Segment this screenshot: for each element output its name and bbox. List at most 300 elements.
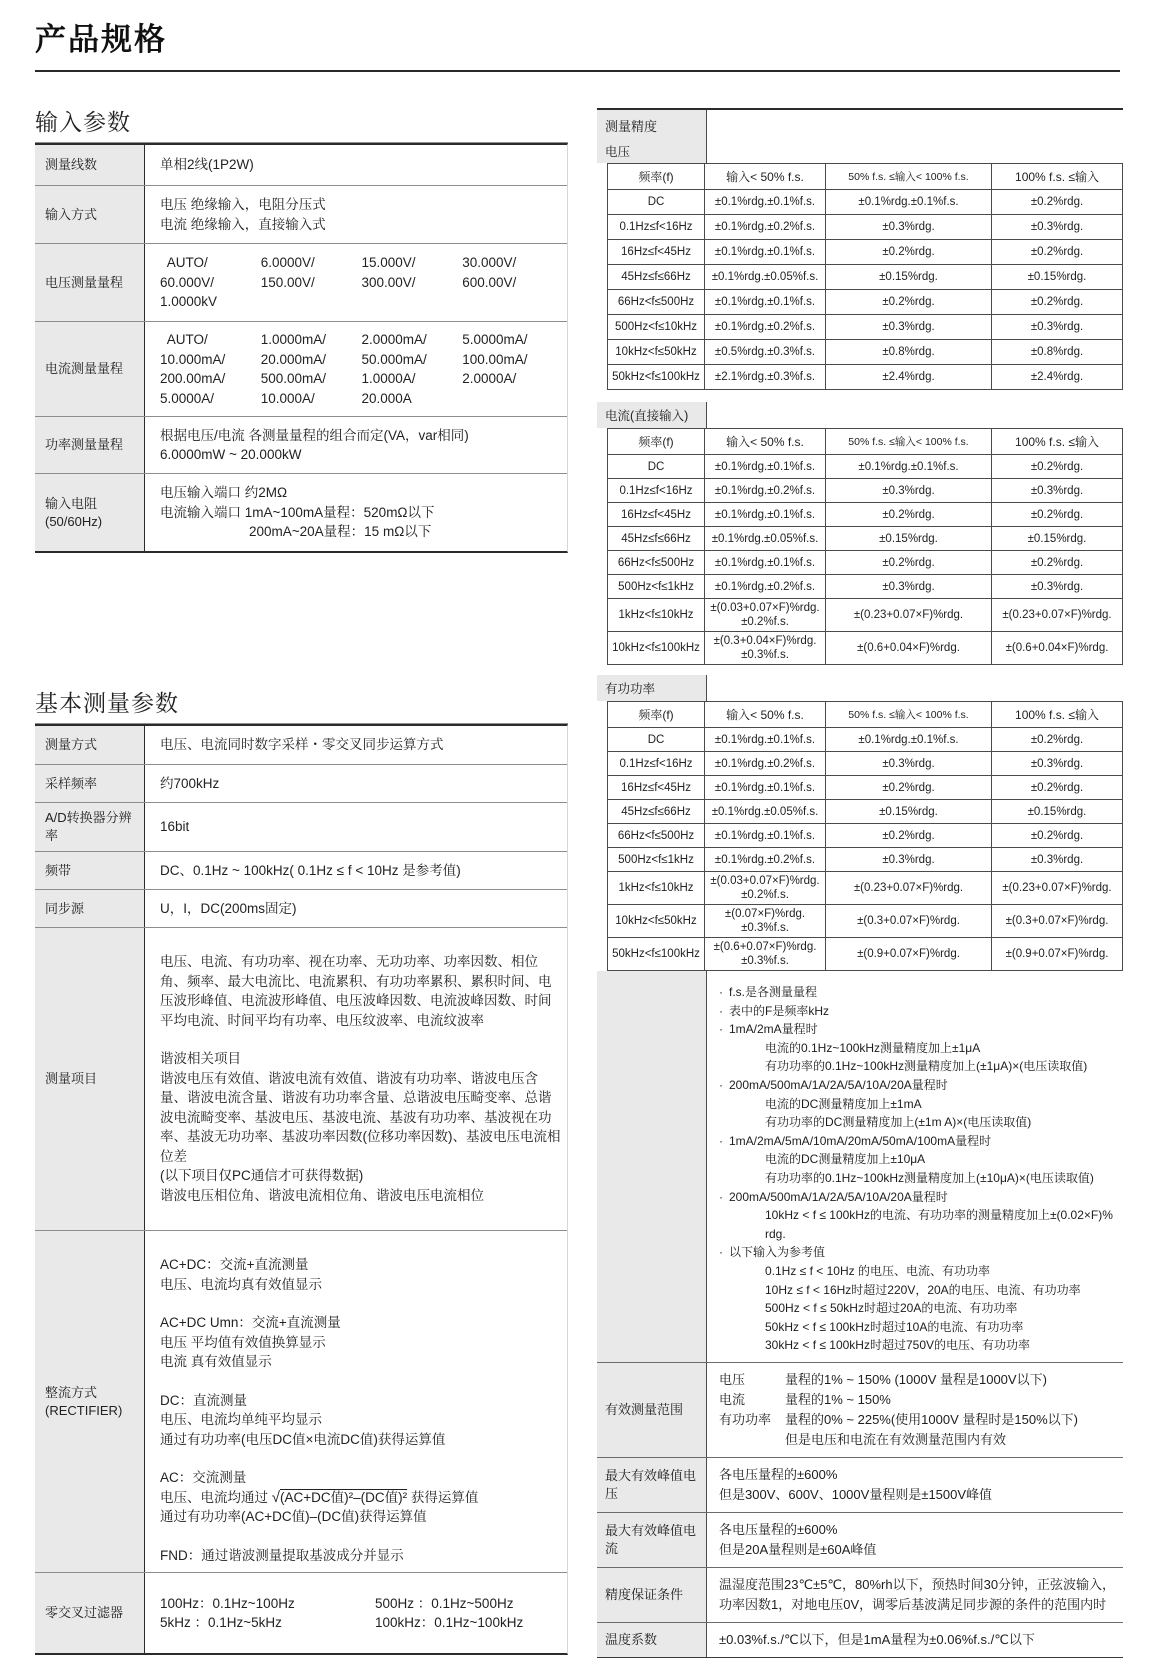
spec-row [35, 726, 567, 764]
bottom-spec-content [707, 1623, 1123, 1657]
spec-row [35, 927, 567, 1230]
accuracy-cell [825, 527, 991, 550]
range-value: 6.0000V/ [260, 255, 315, 271]
accuracy-cell-line: ±0.15%rdg. [879, 805, 938, 818]
accuracy-cell [704, 265, 825, 289]
accuracy-row [608, 751, 1122, 775]
accuracy-cell [608, 365, 704, 389]
note-line [719, 1095, 1119, 1114]
accuracy-row [608, 339, 1122, 364]
key: 电压 [719, 1371, 746, 1387]
bottom-spec-content [707, 1513, 1123, 1567]
text-line: 各电压量程的±600% [719, 1466, 838, 1482]
accuracy-cell [704, 527, 825, 550]
accuracy-row [608, 502, 1122, 526]
spec-row [35, 851, 567, 889]
accuracy-cell-line: ±0.3%rdg. [882, 580, 935, 593]
accuracy-cell-line: ±0.2%f.s. [741, 616, 789, 628]
spec-row-label-line: 输入电阻 [45, 495, 98, 511]
accuracy-cell-line: 45Hz≤f≤66Hz [621, 532, 691, 545]
spec-row-label-line: (50/60Hz) [45, 513, 103, 529]
accuracy-cell-line: 频率(f) [638, 434, 674, 449]
accuracy-cell [825, 800, 991, 823]
accuracy-header-row [608, 164, 1122, 189]
accuracy-row [608, 289, 1122, 314]
note-line [719, 1076, 1119, 1095]
spec-row-label-line: 整流方式 [45, 1384, 98, 1400]
note-text: 50kHz < f ≤ 100kHz时超过10A的电流、有功功率 [765, 1319, 1024, 1334]
text-line: AC：交流测量 [160, 1470, 247, 1485]
accuracy-cell-line: ±(0.9+0.07×F)%rdg. [1005, 948, 1109, 960]
range-value: 500.00mA/ [260, 371, 327, 386]
note-line [719, 1057, 1119, 1076]
accuracy-cell-line: ±0.15%rdg. [1027, 532, 1087, 545]
spec-row-label-line: 测量线数 [45, 157, 98, 172]
accuracy-cell [704, 503, 825, 526]
accuracy-row [608, 264, 1122, 289]
accuracy-cell [825, 575, 991, 598]
text-line: DC：直流测量 [160, 1392, 247, 1408]
accuracy-cell-line: ±0.3%rdg. [1030, 580, 1084, 593]
accuracy-cell [825, 315, 991, 339]
accuracy-cell [991, 599, 1122, 631]
accuracy-cell-line: ±0.2%rdg. [1030, 508, 1084, 521]
accuracy-row [608, 214, 1122, 239]
accuracy-cell [608, 728, 704, 751]
accuracy-cell [704, 905, 825, 937]
accuracy-cell-line: ±0.1%rdg.±0.2%f.s. [714, 221, 816, 233]
note-text: 表中的F是频率kHz [729, 1003, 829, 1018]
accuracy-cell [704, 315, 825, 339]
accuracy-cell [825, 905, 991, 937]
accuracy-cell-line: ±(0.6+0.04×F)%rdg. [857, 642, 960, 654]
range-value: 30.000V/ [462, 255, 517, 271]
spec-row [35, 1230, 567, 1572]
accuracy-cell-line: 50% f.s. ≤输入< 100% f.s. [848, 708, 969, 721]
accuracy-cell-line: ±0.2%rdg. [882, 556, 935, 569]
accuracy-cell-line: 16Hz≤f<45Hz [621, 246, 691, 258]
accuracy-cell-line: 45Hz≤f≤66Hz [621, 805, 691, 818]
text-line: U，I，DC(200ms固定) [160, 900, 297, 916]
range-value: 5.0000A/ [160, 390, 215, 406]
accuracy-cell-line: ±0.3%rdg. [1030, 321, 1084, 333]
accuracy-cell-line: ±0.15%rdg. [879, 271, 938, 283]
accuracy-header-cell [991, 164, 1122, 189]
note-text: f.s.是各测量量程 [729, 985, 818, 999]
spec-row-label [35, 474, 145, 551]
note-line [719, 1318, 1119, 1337]
spec-row [35, 764, 567, 802]
value: 量程的1% ~ 150% [785, 1391, 891, 1407]
bottom-spec-label: 温度系数 [597, 1623, 707, 1657]
accuracy-cell-line: 100% f.s. ≤输入 [1015, 434, 1099, 449]
power-accuracy-table [607, 701, 1123, 971]
range-value: 5.0000mA/ [462, 332, 528, 347]
accuracy-cell [825, 776, 991, 799]
range-value: 150.00V/ [260, 274, 315, 290]
accuracy-cell [704, 800, 825, 823]
accuracy-cell-line: ±0.3%rdg. [1030, 853, 1084, 866]
accuracy-row [608, 823, 1122, 847]
accuracy-cell [704, 190, 825, 214]
text-line: 电压 平均值有效值换算显示 [160, 1334, 326, 1350]
spec-row-content [145, 186, 567, 243]
text-line: 电流 真有效值显示 [160, 1354, 272, 1369]
accuracy-row [608, 189, 1122, 214]
range-value: 600.00V/ [462, 274, 517, 290]
text-line [160, 1030, 561, 1049]
filter-value: 100kHz：0.1Hz~100kHz [375, 1615, 524, 1630]
note-line [719, 1039, 1119, 1058]
accuracy-header-row [608, 429, 1122, 454]
accuracy-cell-line: ±(0.23+0.07×F)%rdg. [853, 609, 964, 621]
accuracy-table-label-power: 有功功率 [597, 675, 707, 701]
accuracy-cell [608, 599, 704, 631]
accuracy-cell [608, 938, 704, 970]
spec-row [35, 321, 567, 416]
accuracy-cell-line: ±0.2%rdg. [1030, 296, 1084, 308]
spec-row-label [35, 417, 145, 473]
range-value: 60.000V/ [160, 274, 215, 290]
accuracy-row [608, 454, 1122, 478]
text-line: ±0.03%f.s./℃以下，但是1mA量程为±0.06%f.s./℃以下 [719, 1631, 1035, 1647]
accuracy-cell-line: ±(0.23+0.07×F)%rdg. [1002, 609, 1112, 621]
accuracy-cell-line: ±0.2%rdg. [1030, 460, 1084, 473]
accuracy-cell-line: 10kHz<f≤50kHz [615, 346, 697, 358]
text-line: 温湿度范围23℃±5℃，80%rh以下，预热时间30分钟，正弦波输入，功率因数1，对地电压0V，调零后基波满足同步源的条件的范围内时 [719, 1576, 1116, 1612]
spec-row-content [145, 1573, 567, 1653]
accuracy-row [608, 239, 1122, 264]
accuracy-cell [991, 632, 1122, 664]
accuracy-cell [991, 905, 1122, 937]
text-line: 电压、电流均真有效值显示 [160, 1276, 322, 1292]
spec-row-label-line: 频带 [45, 862, 72, 878]
spec-row-content [145, 244, 567, 321]
text-line: FND：通过谐波测量提取基波成分并显示 [160, 1547, 404, 1563]
text-line: 200mA~20A量程：15 mΩ以下 [249, 524, 432, 540]
accuracy-row [608, 526, 1122, 550]
accuracy-notes-row [597, 971, 1123, 1362]
spec-row [35, 889, 567, 927]
bottom-spec-row [597, 1512, 1123, 1567]
accuracy-cell [825, 599, 991, 631]
bullet-icon: · [719, 1003, 723, 1018]
accuracy-cell-line: ±(0.3+0.07×F)%rdg. [857, 915, 960, 927]
spec-row [35, 145, 567, 185]
bottom-spec-label: 最大有效峰值电压 [597, 1458, 707, 1512]
accuracy-cell-line: 0.1Hz≤f<16Hz [619, 221, 693, 233]
range-value: AUTO/ [160, 332, 208, 347]
accuracy-cell [608, 190, 704, 214]
filter-grid [160, 1594, 561, 1633]
accuracy-cell-line: 16Hz≤f<45Hz [621, 781, 691, 794]
range-value: 20.000A [361, 390, 412, 406]
accuracy-cell [608, 824, 704, 847]
accuracy-cell [991, 240, 1122, 264]
text-line: 各电压量程的±600% [719, 1521, 838, 1537]
accuracy-cell [825, 848, 991, 871]
accuracy-cell [608, 800, 704, 823]
input-params-heading: 输入参数 [35, 104, 568, 143]
range-value: 1.0000A/ [361, 371, 416, 386]
note-line [719, 1113, 1119, 1132]
range-value: 15.000V/ [361, 255, 416, 271]
value: 量程的1% ~ 150% (1000V 量程是1000V以下) [785, 1371, 1047, 1387]
accuracy-cell-line: ±(0.03+0.07×F)%rdg. [710, 875, 820, 887]
accuracy-cell-line: ±(0.07×F)%rdg. [724, 908, 806, 920]
accuracy-header-cell [704, 164, 825, 189]
accuracy-row [608, 314, 1122, 339]
spec-row-content [145, 928, 567, 1230]
bottom-spec-label: 精度保证条件 [597, 1568, 707, 1622]
basic-params-heading: 基本测量参数 [35, 685, 568, 724]
accuracy-cell-line: 16Hz≤f<45Hz [621, 508, 691, 521]
accuracy-cell-line: ±0.3%rdg. [882, 853, 935, 866]
bullet-icon: · [719, 1022, 723, 1037]
accuracy-conditions-table [597, 971, 1123, 1658]
sqrt-symbol: √ [271, 1488, 280, 1506]
accuracy-cell-line: ±0.15%rdg. [1027, 271, 1087, 283]
accuracy-cell-line: ±0.1%rdg.±0.05%f.s. [711, 532, 819, 545]
spacer [597, 390, 1123, 402]
note-text: 200mA/500mA/1A/2A/5A/10A/20A量程时 [729, 1077, 948, 1092]
note-text: 0.1Hz ≤ f < 10Hz 的电压、电流、有功功率 [765, 1263, 990, 1278]
accuracy-cell-line: ±(0.6+0.04×F)%rdg. [1005, 642, 1109, 654]
note-text: 电流的DC测量精度加上±1mA [765, 1096, 922, 1111]
bottom-spec-content [707, 1568, 1123, 1622]
accuracy-cell [608, 905, 704, 937]
spec-row-label [35, 322, 145, 416]
accuracy-header-cell [608, 702, 704, 727]
spec-row-label-line: 同步源 [45, 900, 85, 916]
spec-row-label [35, 852, 145, 889]
accuracy-cell-line: ±0.1%rdg.±0.1%f.s. [714, 556, 816, 569]
accuracy-cell [825, 240, 991, 264]
accuracy-header-cell [704, 429, 825, 454]
accuracy-header-cell [825, 702, 991, 727]
filter-value: 100Hz：0.1Hz~100Hz [160, 1595, 295, 1611]
accuracy-cell [991, 872, 1122, 904]
accuracy-cell-line: ±0.2%f.s. [741, 889, 789, 901]
note-line [719, 1336, 1119, 1355]
spec-row-content [145, 1231, 567, 1572]
accuracy-cell [991, 365, 1122, 389]
note-text: 电流的DC测量精度加上±10μA [765, 1152, 926, 1167]
range-value: 100.00mA/ [462, 351, 528, 367]
accuracy-cell-line: ±0.1%rdg.±0.2%f.s. [714, 757, 816, 770]
note-line [719, 1020, 1119, 1039]
accuracy-cell [704, 776, 825, 799]
accuracy-cell-line: ±0.2%rdg. [882, 829, 935, 842]
range-value: 2.0000mA/ [361, 332, 427, 347]
range-grid [160, 330, 561, 408]
accuracy-cell [825, 265, 991, 289]
text-line: 约700kHz [160, 775, 220, 791]
accuracy-cell [991, 728, 1122, 751]
accuracy-row [608, 871, 1122, 904]
accuracy-cell-line: ±(0.3+0.07×F)%rdg. [1005, 915, 1109, 927]
spec-row-label-line: 功率测量量程 [45, 437, 124, 452]
sqrt-radicand: (AC+DC值)²–(DC值)² [280, 1489, 408, 1505]
accuracy-cell-line: ±0.1%rdg.±0.1%f.s. [714, 829, 816, 842]
accuracy-cell [704, 455, 825, 478]
accuracy-cell-line: ±2.1%rdg.±0.3%f.s. [714, 371, 816, 383]
accuracy-header-cell [608, 429, 704, 454]
accuracy-cell [825, 479, 991, 502]
spec-row-content [145, 474, 567, 551]
accuracy-cell [704, 240, 825, 264]
accuracy-cell [704, 872, 825, 904]
text-line: 但是20A量程则是±60A峰值 [719, 1541, 877, 1557]
key: 电流 [719, 1391, 746, 1407]
spec-row-content [145, 803, 567, 851]
accuracy-cell-line: ±(0.03+0.07×F)%rdg. [710, 602, 820, 614]
accuracy-cell-line: ±0.1%rdg.±0.2%f.s. [714, 321, 816, 333]
range-value: 1.0000mA/ [260, 332, 327, 347]
bullet-icon: · [719, 1133, 723, 1148]
accuracy-cell-line: 500Hz<f≤1kHz [618, 853, 694, 866]
accuracy-cell [608, 290, 704, 314]
accuracy-cell [991, 752, 1122, 775]
spec-row-label-line: A/D转换器分辨率 [45, 810, 132, 843]
value: 但是电压和电流在有效测量范围内有效 [785, 1431, 1007, 1447]
spec-row-content [145, 765, 567, 802]
spec-row-label-line: 输入方式 [45, 206, 98, 222]
accuracy-cell-line: 输入< 50% f.s. [726, 707, 804, 722]
accuracy-cell-line: ±0.2%rdg. [1030, 246, 1084, 258]
note-line [719, 1206, 1119, 1243]
accuracy-cell [608, 455, 704, 478]
text-line: 通过有功功率(AC+DC值)–(DC值)获得运算值 [160, 1509, 427, 1524]
accuracy-cell [704, 938, 825, 970]
accuracy-cell [825, 728, 991, 751]
formula-line [160, 1488, 561, 1508]
spacer [597, 665, 1123, 675]
note-text: 以下输入为参考值 [729, 1245, 826, 1260]
spec-row-label [35, 765, 145, 802]
accuracy-cell-line: 500Hz<f≤1kHz [618, 580, 694, 593]
page-title: 产品规格 [35, 22, 167, 57]
accuracy-cell-line: ±0.3%rdg. [882, 484, 935, 497]
key [719, 1430, 785, 1450]
text-line: 电压、电流、有功功率、视在功率、无功功率、功率因数、相位角、频率、最大电流比、电流累积、有功功率累积、累积时间、电压波形峰值、电流波形峰值、电压波峰因数、电流波峰因数、时间平均电流、时间平均有功率、电压纹波率、电流纹波率 [160, 954, 552, 1028]
accuracy-notes [707, 971, 1123, 1362]
note-text: 30kHz < f ≤ 100kHz时超过750V的电压、有功功率 [765, 1338, 1030, 1353]
accuracy-cell-line: ±0.15%rdg. [1027, 805, 1087, 818]
accuracy-cell [704, 632, 825, 664]
range-value: 200.00mA/ [160, 371, 226, 386]
accuracy-row [608, 550, 1122, 574]
accuracy-cell-line: ±0.1%rdg.±0.05%f.s. [711, 271, 819, 283]
accuracy-header-cell [608, 164, 704, 189]
accuracy-cell-line: ±0.2%rdg. [1030, 781, 1084, 794]
bullet-icon: · [719, 985, 723, 999]
bottom-spec-rows [597, 1362, 1123, 1658]
accuracy-row [608, 364, 1122, 389]
accuracy-cell-line: ±0.8%rdg. [1030, 346, 1084, 358]
accuracy-row [608, 937, 1122, 970]
accuracy-cell [704, 290, 825, 314]
spec-row-content [145, 417, 567, 473]
bottom-spec-row [597, 1362, 1123, 1457]
accuracy-cell [825, 551, 991, 574]
range-value: 300.00V/ [361, 274, 416, 290]
value: 量程的0% ~ 225%(使用1000V 量程时是150%以下) [785, 1411, 1078, 1427]
range-value: AUTO/ [160, 255, 208, 271]
accuracy-cell [991, 551, 1122, 574]
accuracy-cell-line: ±0.2%rdg. [882, 296, 935, 308]
bottom-spec-row [597, 1457, 1123, 1512]
accuracy-cell [608, 752, 704, 775]
accuracy-cell-line: ±0.3%f.s. [741, 955, 789, 967]
accuracy-cell-line: 输入< 50% f.s. [726, 434, 804, 449]
accuracy-row [608, 799, 1122, 823]
spec-row-label [35, 1573, 145, 1653]
accuracy-cell [991, 848, 1122, 871]
accuracy-cell-line: 50% f.s. ≤输入< 100% f.s. [848, 170, 969, 183]
accuracy-cell-line: ±0.2%rdg. [1030, 829, 1084, 842]
accuracy-cell [825, 290, 991, 314]
spec-row-label [35, 1231, 145, 1572]
bottom-spec-row [597, 1622, 1123, 1658]
spec-row-label [35, 928, 145, 1230]
text-line: DC、0.1Hz ~ 100kHz( 0.1Hz ≤ f < 10Hz 是参考值) [160, 862, 461, 878]
accuracy-cell [608, 315, 704, 339]
spec-row [35, 473, 567, 551]
text-line: 根据电压/电流 各测量量程的组合而定(VA，var相同) [160, 427, 469, 443]
text-line: 但是300V、600V、1000V量程则是±1500V峰值 [719, 1486, 993, 1502]
text-line: 通过有功功率(电压DC值×电流DC值)获得运算值 [160, 1431, 446, 1447]
note-text: 10kHz < f ≤ 100kHz的电流、有功功率的测量精度加上±(0.02×F)% rdg. [765, 1208, 1117, 1241]
accuracy-cell-line: ±0.15%rdg. [879, 532, 938, 545]
accuracy-cell-line: ±0.8%rdg. [882, 346, 935, 358]
accuracy-cell-line: ±0.1%rdg.±0.1%f.s. [714, 246, 816, 258]
accuracy-cell-line: ±0.3%f.s. [741, 922, 789, 934]
range-value: 10.000mA/ [160, 351, 226, 367]
spec-row-label-line: 测量项目 [45, 1071, 98, 1086]
spec-row-label [35, 890, 145, 927]
accuracy-cell-line: 50kHz<f≤100kHz [612, 948, 700, 960]
accuracy-cell-line: DC [647, 733, 665, 746]
accuracy-header-cell [704, 702, 825, 727]
accuracy-cell-line: 0.1Hz≤f<16Hz [619, 757, 693, 770]
accuracy-cell [991, 824, 1122, 847]
accuracy-cell-line: DC [647, 196, 665, 208]
accuracy-cell [704, 824, 825, 847]
text-line: 电压、电流均单纯平均显示 [160, 1412, 322, 1427]
current-accuracy-table [607, 428, 1123, 665]
accuracy-cell-line: ±0.2%rdg. [882, 508, 935, 521]
bullet-icon: · [719, 1077, 723, 1092]
bottom-spec-row [597, 1567, 1123, 1622]
spec-row-label-line: 零交叉过滤器 [45, 1605, 124, 1620]
accuracy-cell-line: ±0.1%rdg.±0.1%f.s. [714, 781, 816, 794]
spec-row [35, 243, 567, 321]
accuracy-header-cell [825, 429, 991, 454]
accuracy-row [608, 478, 1122, 502]
accuracy-cell [825, 632, 991, 664]
note-line [719, 1281, 1119, 1300]
accuracy-cell [608, 551, 704, 574]
input-params-table [35, 143, 568, 553]
accuracy-cell [704, 551, 825, 574]
accuracy-cell [704, 728, 825, 751]
accuracy-cell [825, 365, 991, 389]
spec-row-content [145, 852, 567, 889]
right-column [597, 108, 1123, 1658]
accuracy-cell [608, 265, 704, 289]
accuracy-cell-line: ±0.1%rdg.±0.1%f.s. [714, 196, 816, 208]
